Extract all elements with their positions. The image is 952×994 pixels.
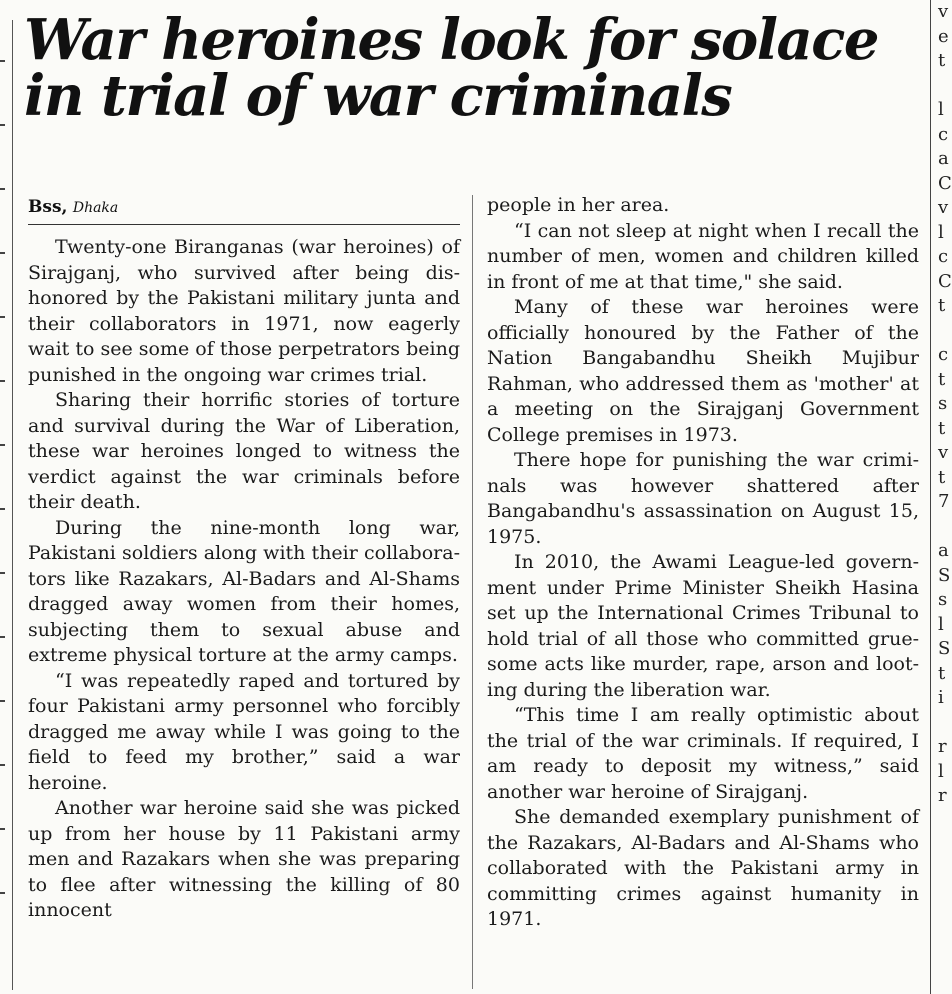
fragment-letter <box>938 74 948 99</box>
fragment-letter: S <box>938 638 951 659</box>
fragment-letter: l <box>938 760 944 782</box>
fragment-letter: c <box>938 344 949 365</box>
paragraph: “This time I am really optimistic about the trial of the war criminals. If required, I am ready to deposit my witness,” said another war heroine of Sirajganj. <box>487 704 919 803</box>
headline <box>24 7 928 129</box>
fragment-letter: r <box>938 736 947 757</box>
right-column-rule <box>930 0 931 994</box>
column-divider <box>472 195 473 989</box>
paragraph: In 2010, the Awami League-led government under Prime Minister Sheikh Hasina set up the International Crimes Tribunal to hold trial of all those who committed gruesome acts like murder, rape, arson and looting during the liberation war. <box>487 551 919 701</box>
fragment-letter: s <box>938 589 948 610</box>
fragment-letter <box>938 515 948 540</box>
fragment-letter <box>938 319 948 344</box>
fragment-letter: t <box>938 368 946 390</box>
fragment-letter: l <box>938 99 944 120</box>
paragraph: There hope for punishing the war criminals was however shattered after Bangabandhu's assassination on August 15, 1975. <box>487 449 919 548</box>
byline-place: Dhaka <box>72 200 119 216</box>
fragment-letter: s <box>938 393 948 414</box>
paragraph-continuation: people in her area. <box>487 194 670 216</box>
fragment-letter: t <box>938 417 946 439</box>
left-column-rule <box>12 20 13 990</box>
adjacent-column-fragment <box>938 0 952 994</box>
fragment-letter: l <box>938 221 944 243</box>
fragment-letter: t <box>938 295 946 316</box>
headline-line-1: War heroines look for solace <box>24 7 879 73</box>
fragment-letter: l <box>938 613 944 635</box>
fragment-letter: v <box>938 197 949 218</box>
fragment-letter: c <box>938 123 949 145</box>
fragment-letter: t <box>938 662 946 684</box>
paragraph: Twenty-one Biranganas (war heroines) of Sirajganj, who survived after being dishonored by the Pakistani military junta and their collaborators in 1971, now eagerly wait to see some of those perpetrators being punished in the ongoing war crimes trial. <box>28 236 460 386</box>
paragraph: “I can not sleep at night when I recall the number of men, women and children killed in front of me at that time," she said. <box>487 219 919 293</box>
fragment-letter: S <box>938 564 951 586</box>
byline-agency: Bss, <box>28 197 68 217</box>
byline <box>28 195 460 220</box>
fragment-letter: a <box>938 148 949 169</box>
fragment-letter: C <box>938 172 952 194</box>
fragment-letter: t <box>938 466 946 488</box>
paragraph: She demanded exemplary punishment of the Razakars, Al-Badars and Al-Shams who collaborated with the Pakistani army in committing crimes against humanity in 1971. <box>487 806 919 930</box>
fragment-letter: i <box>938 687 944 708</box>
fragment-letter: C <box>938 270 952 292</box>
fragment-letter: t <box>938 50 946 71</box>
paragraph: “I was repeatedly raped and tortured by four Pakistani army personnel who forcibly dragged me away while I was going to the field to feed my brother,” said a war heroine. <box>28 669 460 794</box>
fragment-letter: r <box>938 785 947 806</box>
byline-rule <box>28 224 460 225</box>
headline-line-2: in trial of war criminals <box>24 63 732 129</box>
paragraph: Many of these war heroines were officially honoured by the Father of the Nation Bangabandhu Sheikh Mujibur Rahman, who addressed them as 'mother' at a meeting on the Sirajganj Government College premises in 1973. <box>487 296 919 446</box>
paragraph: Sharing their horrific stories of torture and survival during the War of Liberation, these war heroines longed to witness the verdict against the war criminals before their death. <box>28 389 460 513</box>
fragment-letter: c <box>938 246 949 267</box>
fragment-letter <box>938 711 948 736</box>
article-column-2 <box>487 193 919 933</box>
fragment-letter: v <box>938 1 949 22</box>
fragment-letter: a <box>938 540 949 561</box>
fragment-letter: 7 <box>938 491 950 512</box>
fragment-letter: v <box>938 442 949 463</box>
paragraph: Another war heroine said she was picked up from her house by 11 Pakistani army men and Razakars when she was preparing to flee after witnessing the killing of 80 innocent <box>28 797 460 921</box>
fragment-letter: e <box>938 25 949 47</box>
paragraph: During the nine-month long war, Pakistani soldiers along with their collaborators like Razakars, Al-Badars and Al-Shams dragged away women from their homes, subjecting them to sexual abuse and extreme physical torture at the army camps. <box>28 516 460 666</box>
left-margin-marks <box>0 60 8 956</box>
article-column-1 <box>28 235 460 924</box>
